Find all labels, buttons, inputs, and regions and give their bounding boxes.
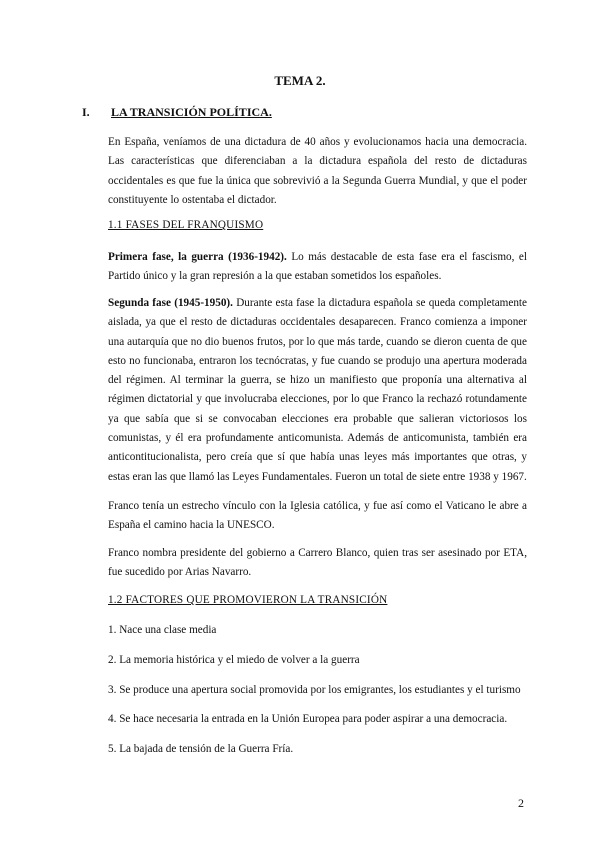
phase-one-label: Primera fase, la guerra (1936-1942).: [108, 251, 287, 263]
phase-one-text: Lo más destacable de esta fase era el fascismo, el Partido único y la gran represión a la que estaban sometidos los españoles.: [108, 251, 527, 283]
phase-two-paragraph: [108, 294, 527, 487]
phase-two-label: Segunda fase (1945-1950).: [108, 297, 233, 309]
document-title: TEMA 2.: [274, 73, 326, 88]
section-heading: [82, 105, 272, 120]
list-item: 1. Nace una clase media: [108, 624, 217, 636]
list-item: 5. La bajada de tensión de la Guerra Fría.: [108, 743, 294, 755]
phase-one-paragraph: [108, 248, 527, 287]
intro-paragraph: En España, veníamos de una dictadura de 40 años y evolucionamos hacia una democracia. Las características que diferenciaban a la dictadura española del resto de dictaduras occidentales es que fue la única que sobrevivió a la Segunda Guerra Mundial, y que el poder constituyente lo ostentaba el dictador.: [108, 136, 527, 206]
list-item: 2. La memoria histórica y el miedo de volver a la guerra: [108, 654, 360, 666]
subsection-heading-fases: 1.1 FASES DEL FRANQUISMO: [108, 219, 264, 231]
section-title: LA TRANSICIÓN POLÍTICA.: [111, 105, 272, 119]
section-number: I.: [82, 105, 90, 119]
page-number: 2: [518, 796, 524, 810]
church-paragraph: Franco tenía un estrecho vínculo con la Iglesia católica, y fue así como el Vaticano le abre a España el camino hacia la UNESCO.: [108, 500, 527, 532]
carrero-paragraph: Franco nombra presidente del gobierno a Carrero Blanco, quien tras ser asesinado por ETA, fue sucedido por Arias Navarro.: [108, 547, 527, 579]
subsection-heading-factores: 1.2 FACTORES QUE PROMOVIERON LA TRANSICIÓN: [108, 594, 388, 606]
list-item: 3. Se produce una apertura social promovida por los emigrantes, los estudiantes y el turismo: [108, 684, 521, 696]
phase-two-text: Durante esta fase la dictadura española se queda completamente aislada, ya que el resto de dictaduras occidentales desaparecen. Franco comienza a imponer una autarquía que no dio buenos frutos, por lo que más tarde, cuando se dieron cuenta de que esto no funcionaba, entraron los tecnócratas, y fue cuando se produjo una apertura moderada del régimen. Al terminar la guerra, se hizo un manifiesto que proponía una alternativa al régimen dictatorial y que involucraba elecciones, por lo que Franco la rechazó rotundamente ya que sabía que si se convocaban elecciones era probable que salieran victoriosos los comunistas, y él era profundamente anticomunista. Además de anticomunista, también era anticontitucionalista, pero creía que sí que había unas leyes más importantes que otras, y estas eran las que llamó las Leyes Fundamentales. Fueron un total de siete entre 1938 y 1967.: [108, 297, 528, 483]
list-item: 4. Se hace necesaria la entrada en la Unión Europea para poder aspirar a una democracia.: [108, 713, 508, 725]
